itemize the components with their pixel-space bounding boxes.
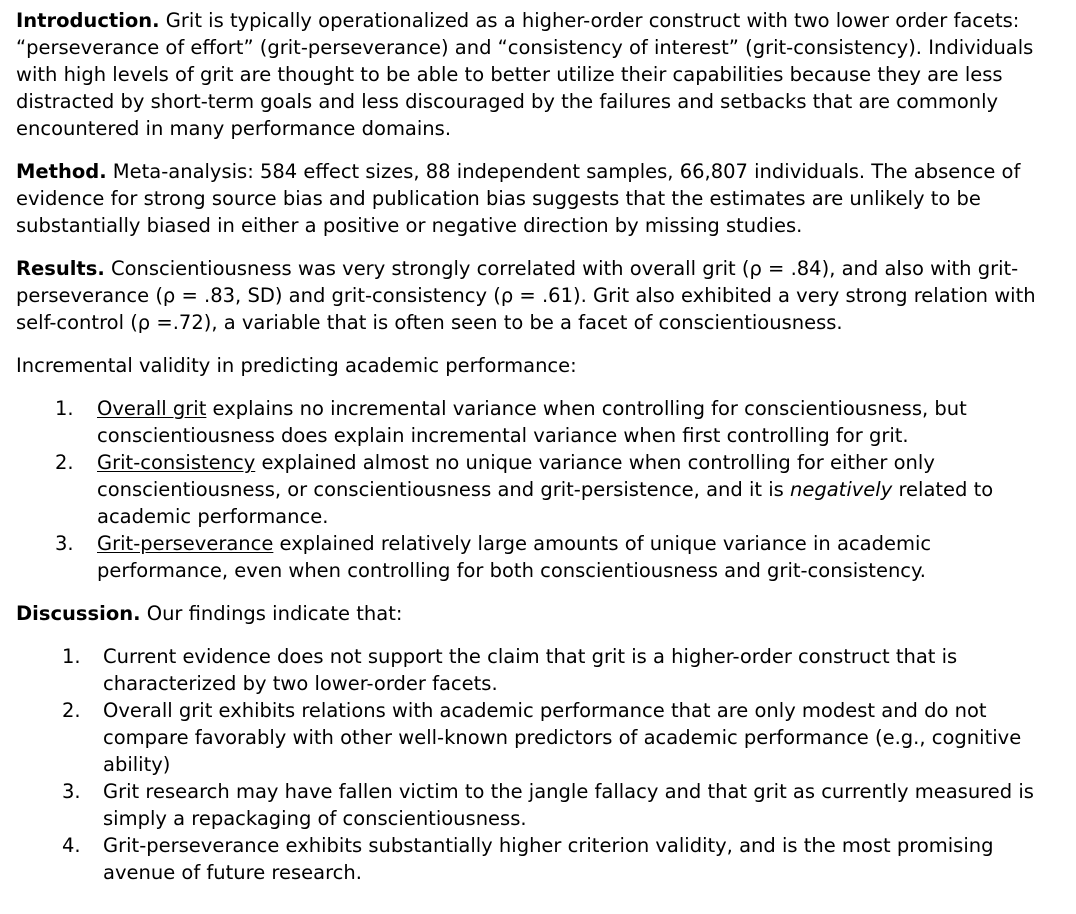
list-text: explained relatively large amounts of unique variance in academic performance, even when controlling for both conscientiousness and grit-consistency. [97,532,932,582]
method-text: Meta-analysis: 584 effect sizes, 88 independent samples, 66,807 individuals. The absence of evidence for strong source bias and publication bias suggests that the estimates are unlikely to be substantially biased in either a positive or negative direction by missing studies. [16,160,1021,237]
results-heading: Results. [16,257,105,280]
list-number: 4. [62,834,81,857]
list-number: 2. [55,451,74,474]
method-heading: Method. [16,160,107,183]
results-text: Conscientiousness was very strongly correlated with overall grit (ρ = .84), and also with grit-perseverance (ρ = .83, SD) and grit-consistency (ρ = .61). Grit also exhibited a very strong relation with self-control (ρ =.72), a variable that is often seen to be a facet of conscientiousness. [16,257,1036,334]
list-item [16,643,1061,697]
incremental-validity-list [16,395,1061,584]
list-emphasis: negatively [790,478,893,501]
list-number: 3. [62,780,81,803]
list-text: explains no incremental variance when controlling for conscientiousness, but conscientiousness does explain incremental variance when first controlling for grit. [97,397,967,447]
list-text: Grit-perseverance exhibits substantially higher criterion validity, and is the most promising avenue of future research. [103,834,994,884]
list-item [16,697,1061,778]
list-item [16,530,1061,584]
list-item [16,395,1061,449]
incremental-validity-intro: Incremental validity in predicting academic performance: [16,354,577,377]
list-text: Overall grit exhibits relations with academic performance that are only modest and do not compare favorably with other well-known predictors of academic performance (e.g., cognitive ability) [103,699,1022,776]
introduction-paragraph [16,7,1061,142]
list-number: 3. [55,532,74,555]
list-number: 1. [62,645,81,668]
discussion-heading: Discussion. [16,602,141,625]
introduction-heading: Introduction. [16,9,160,32]
list-number: 1. [55,397,74,420]
list-term: Overall grit [97,397,207,420]
list-item [16,449,1061,530]
list-text: Grit research may have fallen victim to the jangle fallacy and that grit as currently measured is simply a repackaging of conscientiousness. [103,780,1034,830]
discussion-paragraph [16,600,1061,627]
discussion-list [16,643,1061,886]
method-paragraph [16,158,1061,239]
list-term: Grit-consistency [97,451,256,474]
list-term: Grit-perseverance [97,532,274,555]
list-item [16,832,1061,886]
list-text-after: related to academic performance. [97,478,994,528]
list-number: 2. [62,699,81,722]
discussion-text: Our findings indicate that: [140,602,403,625]
list-text: explained almost no unique variance when controlling for either only conscientiousness, or conscientiousness and grit-persistence, and it is [97,451,935,501]
results-paragraph [16,255,1061,336]
list-item [16,778,1061,832]
list-text: Current evidence does not support the claim that grit is a higher-order construct that is characterized by two lower-order facets. [103,645,958,695]
introduction-text: Grit is typically operationalized as a higher-order construct with two lower order facets: “perseverance of effort” (grit-perseverance) and “consistency of interest” (grit-consistency). Individuals with high levels of grit are thought to be able to better utilize their capabilities because they are less distracted by short-term goals and less discouraged by the failures and setbacks that are commonly encountered in many performance domains. [16,9,1034,140]
